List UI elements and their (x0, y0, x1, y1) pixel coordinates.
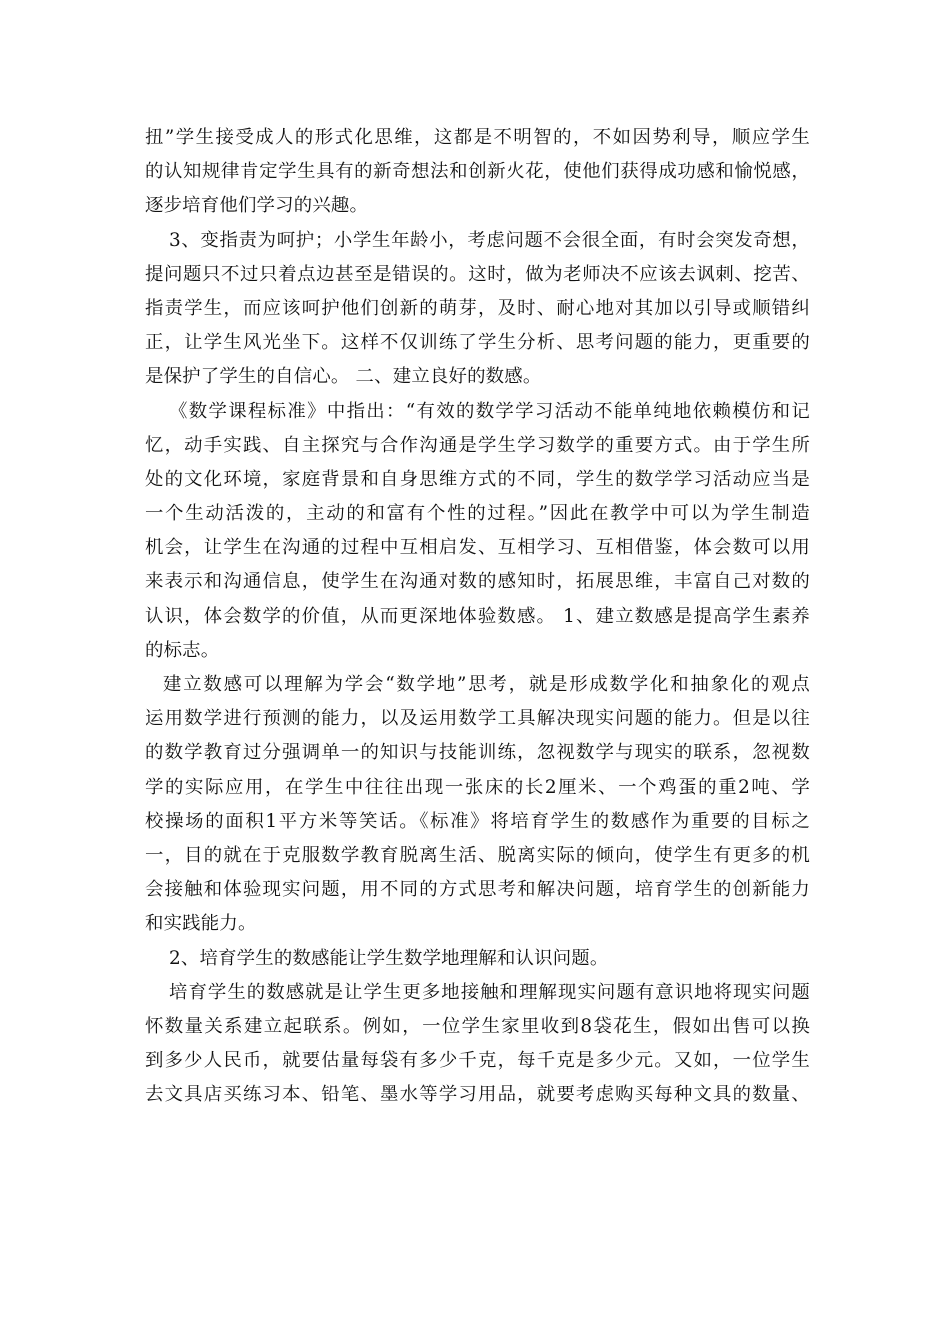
text-line: 会接触和体验现实问题，用不同的方式思考和解决问题，培育学生的创新能力 (145, 879, 810, 901)
text-line: 机会，让学生在沟通的过程中互相启发、互相学习、互相借鉴，体会数可以用 (145, 537, 810, 559)
text-line: 建立数感可以理解为学会“数学地”思考，就是形成数学化和抽象化的观点 (163, 674, 810, 695)
text-line: 提问题只不过只着点边甚至是错误的。这时，做为老师决不应该去讽刺、挖苦、 (145, 263, 810, 285)
text-line: 忆，动手实践、自主探究与合作沟通是学生学习数学的重要方式。由于学生所 (145, 434, 810, 456)
body-text (145, 121, 810, 1112)
text-line: 的标志。 (145, 639, 220, 661)
text-line: 去文具店买练习本、铅笔、墨水等学习用品，就要考虑购买每种文具的数量、 (145, 1084, 810, 1106)
text-line: 正，让学生风光坐下。这样不仅训练了学生分析、思考问题的能力，更重要的 (145, 332, 810, 354)
text-line: 指责学生，而应该呵护他们创新的萌芽，及时、耐心地对其加以引导或顺错纠 (145, 297, 810, 319)
text-line: 扭”学生接受成人的形式化思维，这都是不明智的，不如因势利导，顺应学生 (145, 127, 810, 148)
text-line: 运用数学进行预测的能力，以及运用数学工具解决现实问题的能力。但是以往 (145, 708, 810, 730)
text-line: 和实践能力。 (145, 913, 257, 935)
text-line: 一，目的就在于克服数学教育脱离生活、脱离实际的倾向，使学生有更多的机 (145, 844, 810, 866)
text-line: 的数学教育过分强调单一的知识与技能训练，忽视数学与现实的联系，忽视数 (145, 742, 810, 764)
text-line: 的认知规律肯定学生具有的新奇想法和创新火花，使他们获得成功感和愉悦感， (145, 161, 810, 183)
text-line: 《数学课程标准》中指出：“有效的数学学习活动不能单纯地依赖模仿和记 (169, 400, 810, 422)
text-line: 认识，体会数学的价值，从而更深地体验数感。 1、建立数感是提高学生素养 (145, 605, 810, 627)
text-line: 来表示和沟通信息，使学生在沟通对数的感知时，拓展思维，丰富自己对数的 (145, 571, 810, 593)
text-line: 是保护了学生的自信心。 二、建立良好的数感。 (145, 366, 542, 388)
text-line: 2、培育学生的数感能让学生数学地理解和认识问题。 (169, 947, 609, 969)
text-line: 培育学生的数感就是让学生更多地接触和理解现实问题有意识地将现实问题 (169, 981, 810, 1003)
text-line: 校操场的面积1平方米等笑话。《标准》将培育学生的数感作为重要的目标之 (145, 810, 810, 832)
text-line: 怀数量关系建立起联系。例如，一位学生家里收到8袋花生，假如出售可以换 (145, 1015, 810, 1037)
text-line: 一个生动活泼的，主动的和富有个性的过程。”因此在教学中可以为学生制造 (145, 503, 810, 525)
text-line: 学的实际应用，在学生中往往出现一张床的长2厘米、一个鸡蛋的重2吨、学 (145, 776, 810, 798)
text-line: 到多少人民币，就要估量每袋有多少千克，每千克是多少元。又如，一位学生 (145, 1050, 810, 1072)
text-line: 逐步培育他们学习的兴趣。 (145, 195, 369, 217)
text-line: 3、变指责为呵护；小学生年龄小，考虑问题不会很全面，有时会突发奇想， (169, 229, 810, 251)
text-line: 处的文化环境，家庭背景和自身思维方式的不同，学生的数学学习活动应当是 (145, 468, 810, 490)
